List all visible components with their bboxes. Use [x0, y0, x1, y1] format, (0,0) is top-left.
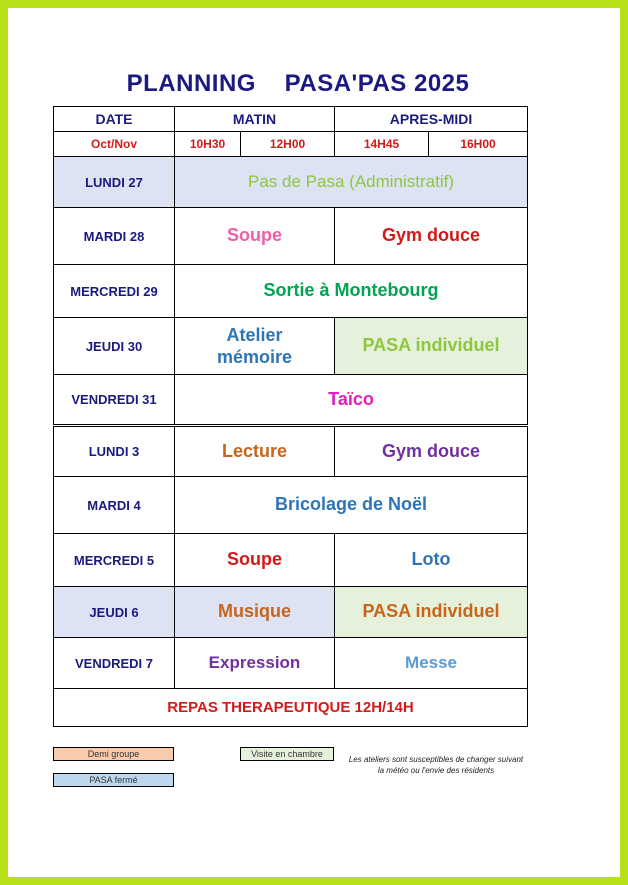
afternoon-activity: PASA individuel	[335, 587, 528, 638]
legend-pasa-ferme: PASA fermé	[53, 773, 174, 787]
legend-demi-groupe: Demi groupe	[53, 747, 174, 761]
disclaimer-note: Les ateliers sont susceptibles de changer suivant la météo ou l'envie des résidents	[348, 755, 524, 775]
table-row	[54, 157, 528, 208]
full-day-activity: Sortie à Montebourg	[175, 265, 528, 318]
table-row	[54, 638, 528, 689]
afternoon-activity: Messe	[335, 638, 528, 689]
footer-row	[54, 689, 528, 727]
day-label: MERCREDI 5	[54, 534, 175, 587]
header-row	[54, 107, 528, 132]
full-day-activity: Bricolage de Noël	[175, 477, 528, 534]
table-row	[54, 208, 528, 265]
morning-activity: Soupe	[175, 534, 335, 587]
afternoon-activity: Gym douce	[335, 426, 528, 477]
table-row	[54, 375, 528, 426]
page-title: PLANNING PASA'PAS 2025	[126, 70, 470, 97]
day-label: VENDREDI 31	[54, 375, 175, 426]
time-10h30: 10H30	[175, 132, 241, 157]
time-14h45: 14H45	[335, 132, 429, 157]
morning-activity: Expression	[175, 638, 335, 689]
table-row	[54, 426, 528, 477]
planning-table	[53, 106, 528, 727]
day-label: MARDI 28	[54, 208, 175, 265]
subheader-row	[54, 132, 528, 157]
day-label: JEUDI 6	[54, 587, 175, 638]
full-day-activity: Pas de Pasa (Administratif)	[175, 157, 528, 208]
day-label: VENDREDI 7	[54, 638, 175, 689]
morning-activity: Soupe	[175, 208, 335, 265]
day-label: LUNDI 3	[54, 426, 175, 477]
morning-activity: Lecture	[175, 426, 335, 477]
afternoon-activity: Loto	[335, 534, 528, 587]
day-label: MERCREDI 29	[54, 265, 175, 318]
table-row	[54, 534, 528, 587]
full-day-activity: Taïco	[175, 375, 528, 426]
morning-activity: Atelier mémoire	[175, 318, 335, 375]
header-apres-midi: APRES-MIDI	[335, 107, 528, 132]
day-label: MARDI 4	[54, 477, 175, 534]
time-16h00: 16H00	[429, 132, 528, 157]
day-label: JEUDI 30	[54, 318, 175, 375]
afternoon-activity: PASA individuel	[335, 318, 528, 375]
table-row	[54, 265, 528, 318]
period-label: Oct/Nov	[54, 132, 175, 157]
header-date: DATE	[54, 107, 175, 132]
day-label: LUNDI 27	[54, 157, 175, 208]
time-12h00: 12H00	[241, 132, 335, 157]
repas-therapeutique: REPAS THERAPEUTIQUE 12H/14H	[54, 689, 528, 727]
table-row	[54, 587, 528, 638]
legend-visite-en-chambre: Visite en chambre	[240, 747, 334, 761]
afternoon-activity: Gym douce	[335, 208, 528, 265]
table-row	[54, 318, 528, 375]
table-row	[54, 477, 528, 534]
header-matin: MATIN	[175, 107, 335, 132]
morning-activity: Musique	[175, 587, 335, 638]
